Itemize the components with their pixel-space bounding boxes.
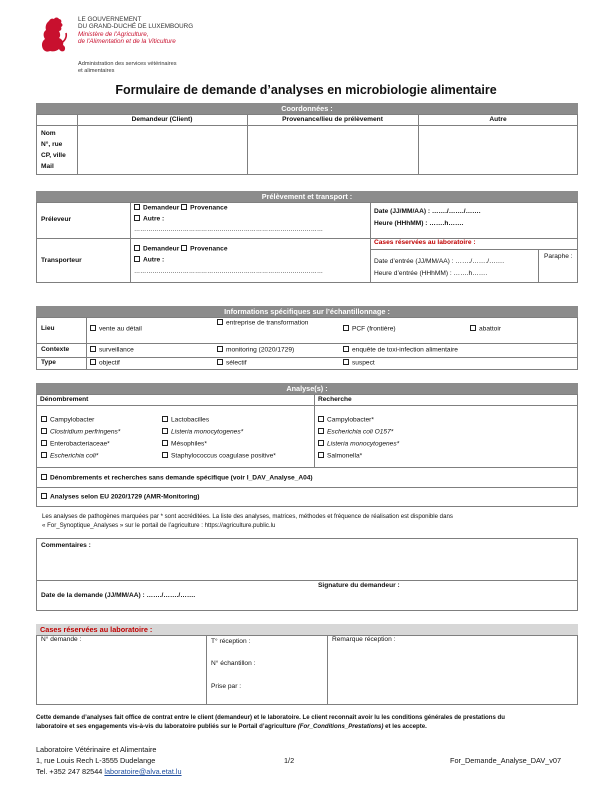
date-entree[interactable]: Date d’entrée (JJ/MM/AA) : ……./……./……. [374,258,505,265]
col-autre: Autre [489,116,507,123]
admin-line-1: Administration des services vétérinaires [78,61,177,67]
option-autre: Autre : [143,256,165,264]
checkbox[interactable] [41,452,47,458]
cases-lab-label: Cases réservées au laboratoire : [374,239,476,246]
denom-ecoli[interactable] [41,452,98,461]
commentaires-label: Commentaires : [41,542,91,549]
preleveur-autre [134,215,164,224]
checkbox[interactable] [41,474,47,480]
government-heading [78,16,193,46]
option-provenance: Provenance [190,204,228,212]
checkbox[interactable] [318,416,324,422]
contract-ref: (For_Conditions_Prestations) [297,723,384,730]
transporteur-autre [134,256,164,265]
denom-lactobacilles[interactable] [162,416,209,425]
heure-entree[interactable]: Heure d’entrée (HHhMM) : …….h……. [374,270,488,277]
checkbox[interactable] [343,325,349,331]
lieu-option-abattoir[interactable] [470,325,501,334]
type-option-selectif[interactable] [217,359,247,368]
option-label: Analyses selon EU 2020/1729 (AMR-Monitoring) [50,493,200,501]
option-label: Campylobacter* [327,416,374,424]
option-label: enquête de toxi-infection alimentaire [352,346,458,354]
option-label: Listeria monocytogenes* [171,428,244,436]
divider [36,405,578,406]
footer-tel: Tel. +352 247 82544 [36,767,105,776]
ministry-line-2: de l'Alimentation et de la Viticulture [78,38,176,46]
preleveur-options [134,204,228,213]
accreditation-note-1: Les analyses de pathogènes marquées par * sont accréditées. La liste des analyses, matrices, méthodes et fréquence de réalisation est disponible dans [42,513,453,520]
page-title: Formulaire de demande d’analyses en microbiologie alimentaire [115,83,497,97]
checkbox[interactable] [90,359,96,365]
lab-cases-header: Cases réservées au laboratoire : [36,624,578,635]
denom-staphylococcus[interactable] [162,452,276,461]
row-nom: Nom [41,130,56,137]
ministry-line-1: Ministère de l'Agriculture, [78,30,149,38]
contract-text-end: et les accepte. [383,723,427,730]
echantillon-header: Informations spécifiques sur l’échantillonnage : [36,306,578,317]
checkbox[interactable] [41,493,47,499]
checkbox[interactable] [162,452,168,458]
divider [36,238,578,239]
transporteur-label: Transporteur [41,257,82,264]
option-label: suspect [352,359,375,367]
transporteur-dots[interactable]: ………………………………………………………………………………… [134,268,323,275]
option-label: Salmonella* [327,452,363,460]
option-label: Clostridium perfringens* [50,428,121,436]
type-option-objectif[interactable] [90,359,120,368]
divider [36,343,578,344]
checkbox[interactable] [90,325,96,331]
checkbox[interactable] [134,245,140,251]
option-provenance: Provenance [190,245,228,253]
footer-lab-name: Laboratoire Vétérinaire et Alimentaire [36,745,157,754]
analyses-table [36,394,578,507]
option-label: Escherichia coli O157* [327,428,394,436]
checkbox[interactable] [134,256,140,262]
checkbox[interactable] [41,416,47,422]
checkbox[interactable] [162,416,168,422]
checkbox[interactable] [134,204,140,210]
heure-field[interactable]: Heure (HHhMM) : …….h……. [374,220,464,227]
checkbox[interactable] [217,346,223,352]
divider [130,202,131,283]
lieu-label: Lieu [41,325,55,332]
divider [370,249,578,250]
type-label: Type [41,359,56,366]
gov-line-1: LE GOUVERNEMENT [78,16,142,23]
remarque-label: Remarque réception : [332,636,396,643]
divider [36,580,578,581]
date-field[interactable]: Date (JJ/MM/AA) : ……./……./……. [374,208,481,215]
n-echantillon-label: N° échantillon : [211,660,256,667]
checkbox[interactable] [217,359,223,365]
accreditation-note-2: « For_Synoptique_Analyses » sur le portail de l’agriculture : https://agriculture.public.lu [42,522,276,529]
option-label: Campylobacter [50,416,95,424]
option-label: Lactobacilles [171,416,210,424]
denom-clostridium[interactable] [41,428,120,437]
paraphe-label: Paraphe : [544,253,573,260]
checkbox[interactable] [41,428,47,434]
option-demandeur: Demandeur [143,245,180,253]
divider [327,635,328,705]
checkbox[interactable] [90,346,96,352]
option-label: Listeria monocytogenes* [327,440,400,448]
lieu-option-vente[interactable] [90,325,142,334]
option-demandeur: Demandeur [143,204,180,212]
admin-line-2: et alimentaires [78,67,115,74]
option-label: objectif [99,359,120,367]
footer-email-link[interactable]: laboratoire@alva.etat.lu [104,767,182,776]
option-label: vente au détail [99,325,142,333]
option-label: Mésophiles* [171,440,207,448]
coordonnees-header: Coordonnées : [36,103,578,114]
recherche-campylobacter[interactable] [318,416,374,425]
option-label: surveillance [99,346,134,354]
footer-contact [36,768,182,776]
row-rue: N°, rue [41,141,63,148]
divider [36,357,578,358]
option-label: monitoring (2020/1729) [226,346,295,354]
footer-address: 1, rue Louis Rech L-3555 Dudelange [36,756,156,765]
option-label: entreprise de transformation [226,319,309,327]
option-label: Enterobacteriaceae* [50,440,110,448]
t-reception-label: T° réception : [211,638,251,645]
footer-page: 1/2 [284,756,295,765]
preleveur-dots[interactable]: ………………………………………………………………………………… [134,226,323,233]
divider [36,125,578,126]
signature-label: Signature du demandeur : [318,582,400,589]
recherche-salmonella[interactable] [318,452,362,461]
date-demande-label[interactable]: Date de la demande (JJ/MM/AA) : ……./……./……. [41,592,196,599]
denom-campylobacter[interactable] [41,416,94,425]
transporteur-options [134,245,228,254]
recherche-label: Recherche [318,396,352,403]
col-demandeur: Demandeur (Client) [131,116,193,123]
divider [36,487,578,488]
contexte-option-surveillance[interactable] [90,346,134,355]
denom-enterobacteriaceae[interactable] [41,440,110,449]
footer-doc-ref: For_Demande_Analyse_DAV_v07 [450,756,562,765]
contexte-label: Contexte [41,346,70,353]
divider [538,249,539,283]
option-label: sélectif [226,359,247,367]
n-demande-label: N° demande : [41,636,82,643]
divider [206,635,207,705]
preleveur-label: Préleveur [41,216,72,223]
option-label: abattoir [479,325,501,333]
checkbox[interactable] [162,440,168,446]
option-label: Staphylococcus coagulase positive* [171,452,276,460]
type-option-suspect[interactable] [343,359,375,368]
checkbox[interactable] [318,428,324,434]
checkbox[interactable] [217,319,223,325]
lab-cases-table [36,635,578,705]
contexte-option-enquete[interactable] [343,346,458,355]
divider [86,317,87,370]
checkbox[interactable] [343,359,349,365]
checkbox[interactable] [134,215,140,221]
divider [36,467,578,468]
checkbox[interactable] [181,245,187,251]
contract-line-2 [36,723,427,731]
option-label: Escherichia coli* [50,452,99,460]
checkbox[interactable] [162,428,168,434]
contexte-option-monitoring[interactable] [217,346,294,355]
luxembourg-lion-logo-icon [37,15,69,55]
prise-par-label: Prise par : [211,683,242,690]
lieu-option-pcf[interactable] [343,325,396,334]
sans-demande-option[interactable] [41,474,313,483]
option-label: PCF (frontière) [352,325,396,333]
option-autre: Autre : [143,215,165,223]
checkbox[interactable] [318,440,324,446]
gov-line-2: DU GRAND-DUCHÉ DE LUXEMBOURG [78,23,194,31]
recherche-ecoli[interactable] [318,428,393,437]
contract-text: laboratoire et ses engagements vis-à-vis du laboratoire publiés sur le Portail d’agriculture [36,723,298,730]
checkbox[interactable] [343,346,349,352]
denom-mesophiles[interactable] [162,440,207,449]
contract-line-1: Cette demande d’analyses fait office de contrat entre le client (demandeur) et le laboratoire. Le client reconnaît avoir lu les conditions générales de prestations du [36,714,506,721]
denombrement-label: Dénombrement [40,396,89,403]
selon-eu-option[interactable] [41,493,200,502]
row-mail: Mail [41,163,54,170]
denom-listeria[interactable] [162,428,243,437]
lieu-option-entreprise[interactable] [217,319,312,328]
row-ville: CP, ville [41,152,66,159]
administration-heading [78,61,177,74]
recherche-listeria[interactable] [318,440,399,449]
checkbox[interactable] [470,325,476,331]
option-label: Dénombrements et recherches sans demande spécifique (voir I_DAV_Analyse_A04) [50,474,313,482]
analyses-header: Analyse(s) : [36,383,578,394]
divider [370,202,371,283]
checkbox[interactable] [181,204,187,210]
prelevement-header: Prélèvement et transport : [36,191,578,202]
checkbox[interactable] [318,452,324,458]
checkbox[interactable] [41,440,47,446]
col-provenance: Provenance/lieu de prélèvement [282,116,383,123]
